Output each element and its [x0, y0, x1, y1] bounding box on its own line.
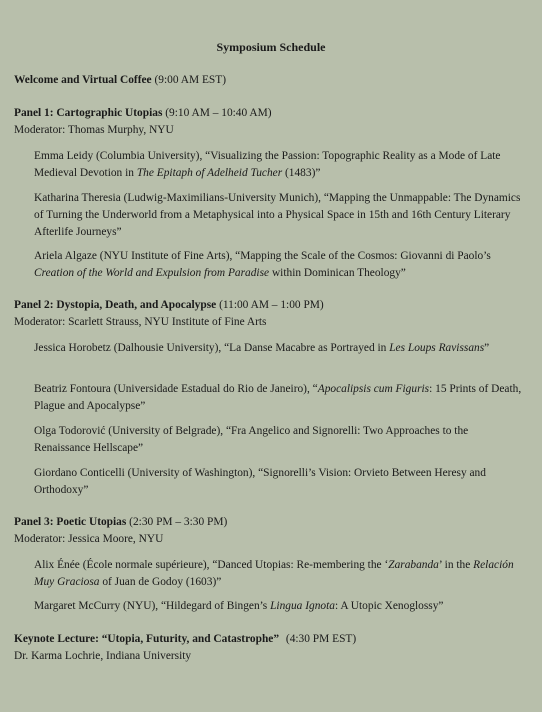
talk-text: Margaret McCurry (NYU), “Hildegard of Bingen’s [34, 600, 271, 612]
talk-text: Ariela Algaze (NYU Institute of Fine Arts), “Mapping the Scale of the Cosmos: Giovanni di Paolo’s [34, 250, 491, 262]
panel3-time: (2:30 PM – 3:30 PM) [129, 516, 228, 528]
panel1-header [14, 105, 529, 139]
talk-title-italic: Creation of the World and Expulsion from Paradise [34, 267, 270, 279]
panel2-time: (11:00 AM – 1:00 PM) [219, 299, 324, 311]
talk-item [34, 190, 524, 241]
welcome-name: Welcome and Virtual Coffee [14, 74, 152, 86]
talk-title-italic: The Epitaph of Adelheid Tucher [136, 167, 283, 179]
talk-title-italic: Relación Muy Graciosa [34, 559, 514, 588]
page-title: Symposium Schedule [216, 40, 326, 54]
keynote-time: (4:30 PM EST) [285, 633, 357, 645]
talk-text-end: : A Utopic Xenoglossy” [334, 600, 444, 612]
talk-text-end: within Dominican Theology” [269, 267, 406, 279]
talk-item [34, 148, 524, 182]
talk-title-italic: Apocalipsis cum Figuris [317, 383, 430, 395]
talk-title-italic: Les Loups Ravissans [389, 342, 485, 354]
talk-text: Katharina Theresia (Ludwig-Maximilians-University Munich), “Mapping the Unmappable: The Dynamics of Turning the Underworld from a Metaphysical into a Physical Space in 15th and 16th Century Literary Afterlife Journeys” [34, 192, 521, 238]
talk-item [34, 423, 524, 457]
talk-title-italic: Zarabanda [388, 559, 439, 571]
talk-item [34, 465, 524, 499]
talk-text-end: : 15 Prints of Death, Plague and Apocalypse” [34, 383, 522, 412]
talk-text-end: of Juan de Godoy (1603)” [99, 576, 222, 588]
talk-item [34, 598, 524, 615]
panel1-moderator: Moderator: Thomas Murphy, NYU [14, 124, 174, 136]
talk-text: Alix Énée (École normale supérieure), “Danced Utopias: Re-membering the ‘ [34, 559, 389, 571]
panel1-name: Panel 1: Cartographic Utopias [14, 107, 163, 119]
keynote-name: Keynote Lecture: “Utopia, Futurity, and Catastrophe” [14, 633, 280, 645]
talk-text-end: (1483)” [282, 167, 321, 179]
talk-text: Jessica Horobetz (Dalhousie University), “La Danse Macabre as Portrayed in [34, 342, 390, 354]
panel1-time: (9:10 AM – 10:40 AM) [165, 107, 272, 119]
talk-text: Giordano Conticelli (University of Washington), “Signorelli’s Vision: Orvieto Between Heresy and Orthodoxy” [34, 467, 486, 496]
talk-item [34, 340, 524, 357]
panel2-name: Panel 2: Dystopia, Death, and Apocalypse [14, 299, 217, 311]
talk-item [34, 248, 524, 282]
panel3-header [14, 514, 529, 548]
keynote-speaker: Dr. Karma Lochrie, Indiana University [14, 650, 192, 662]
talk-text: Emma Leidy (Columbia University), “Visualizing the Passion: Topographic Reality as a Mode of Late Medieval Devotion in [34, 150, 501, 179]
panel3-name: Panel 3: Poetic Utopias [14, 516, 127, 528]
talk-text-mid: ’ in the [438, 559, 474, 571]
talk-text: Olga Todorović (University of Belgrade), “Fra Angelico and Signorelli: Two Approaches to the Renaissance Hellscape” [34, 425, 469, 454]
panel2-header [14, 297, 529, 331]
talk-text-end: ” [484, 342, 490, 354]
talk-item [34, 557, 524, 591]
welcome-time: (9:00 AM EST) [154, 74, 226, 86]
panel3-moderator: Moderator: Jessica Moore, NYU [14, 533, 164, 545]
panel2-moderator: Moderator: Scarlett Strauss, NYU Institute of Fine Arts [14, 316, 267, 328]
keynote-section [14, 631, 529, 665]
talk-item [34, 381, 524, 415]
talk-text: Beatriz Fontoura (Universidade Estadual do Rio de Janeiro), “ [34, 383, 318, 395]
talk-title-italic: Lingua Ignota [270, 600, 335, 612]
welcome-section [14, 72, 529, 89]
